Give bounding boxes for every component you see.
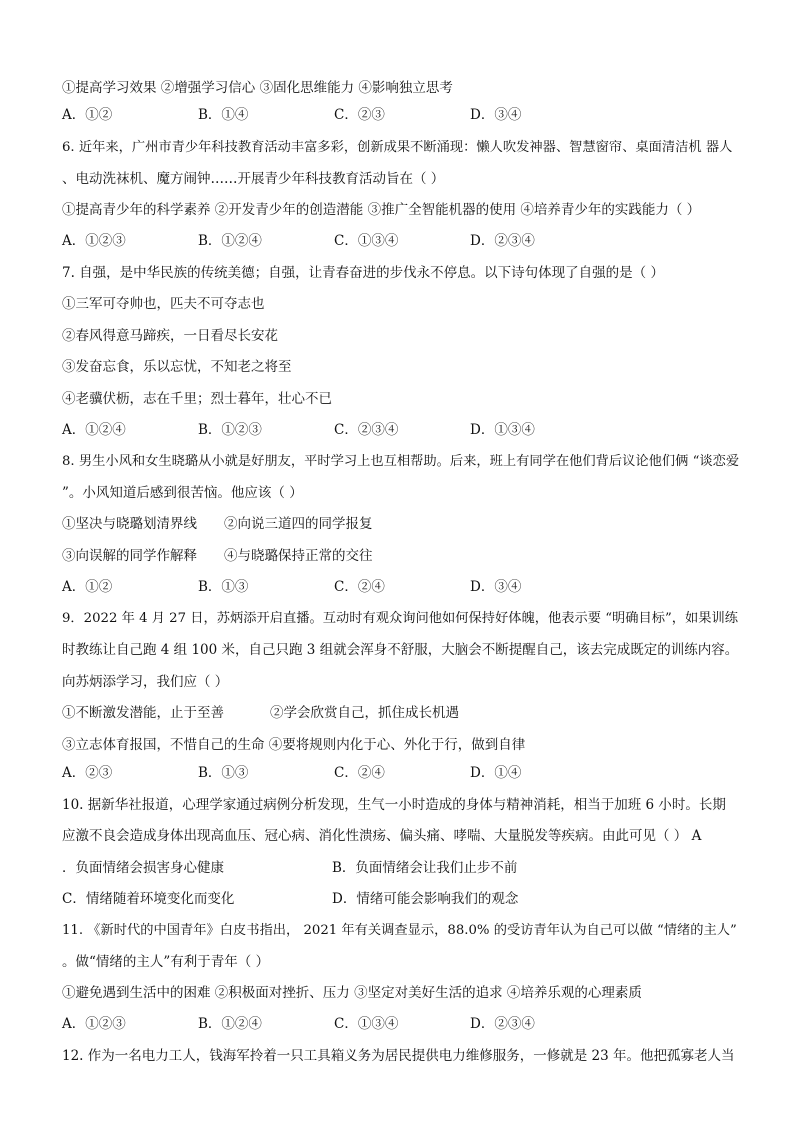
q9-stem-line2: 时教练让自己跑 4 组 100 米，自己只跑 3 组就会浑身不舒服，大脑会不断提醒自己，该去完成既定的训练内容。 <box>62 642 739 658</box>
q9-stem-line1: 9．2022 年 4 月 27 日，苏炳添开启直播。互动时有观众询问他如何保持好体魄，他表示要 “明确目标”，如果训练 <box>62 611 739 626</box>
q10-option-d: D．情绪可能会影响我们的观念 <box>332 891 519 907</box>
q7-option-d: D．①③④ <box>470 422 535 438</box>
q6-options <box>62 231 742 251</box>
q5-statements: ①提高学习效果 ②增强学习信心 ③固化思维能力 ④影响独立思考 <box>62 80 453 96</box>
q11-option-a: A．①②③ <box>62 1016 126 1032</box>
q6-stem-line1: 6. 近年来，广州市青少年科技教育活动丰富多彩，创新成果不断涌现：懒人吹发神器、智慧窗帘、桌面清洁机 器人 <box>62 140 733 155</box>
q10-stem-line2: 应激不良会造成身体出现高血压、冠心病、消化性溃疡、偏头痛、哮喘、大量脱发等疾病。由此可见（ ） A <box>62 828 702 844</box>
q10-option-c: C．情绪随着环境变化而变化 <box>62 891 235 907</box>
q8-option-d: D．③④ <box>470 579 522 595</box>
q11-option-b: B．①②④ <box>198 1016 262 1032</box>
q7-options <box>62 420 742 440</box>
q8-statement-4: ④与晓璐保持正常的交往 <box>224 548 373 564</box>
q10-option-a: ．负面情绪会损害身心健康 <box>62 860 224 876</box>
q6-option-b: B．①②④ <box>198 233 262 249</box>
q6-statements: ①提高青少年的科学素养 ②开发青少年的创造潜能 ③推广全智能机器的使用 ④培养青少年的实践能力（ ） <box>62 202 701 218</box>
q8-option-b: B．①③ <box>198 579 249 595</box>
q11-stem-line1: 11. 《新时代的中国青年》白皮书指出， 2021 年有关调查显示，88.0% 的受访青年认为自己可以做 “情绪的主人” <box>62 923 737 938</box>
q9-option-c: C．②④ <box>334 765 385 781</box>
q8-statement-3: ③向误解的同学作解释 <box>62 548 197 564</box>
q6-option-a: A．①②③ <box>62 233 126 249</box>
q8-statement-1: ①坚决与晓璐划清界线 <box>62 516 197 532</box>
q11-option-d: D．②③④ <box>470 1016 535 1032</box>
q9-statement-3-4: ③立志体育报国，不惜自己的生命 ④要将规则内化于心、外化于行，做到自律 <box>62 737 526 753</box>
q5-option-c: C．②③ <box>334 107 385 123</box>
q11-stem-line2: 。做“情绪的主人”有利于青年（ ） <box>62 954 270 970</box>
q9-options <box>62 763 742 783</box>
q7-option-b: B．①②③ <box>198 422 262 438</box>
q6-option-d: D．②③④ <box>470 233 535 249</box>
q10-option-b: B．负面情绪会让我们止步不前 <box>332 860 518 876</box>
q11-statements: ①避免遇到生活中的困难 ②积极面对挫折、压力 ③坚定对美好生活的追求 ④培养乐观的心理素质 <box>62 985 642 1001</box>
q8-stem-line2: ”。小风知道后感到很苦恼。他应该（ ） <box>62 485 303 501</box>
q12-stem-line1: 12. 作为一名电力工人，钱海军拎着一只工具箱义务为居民提供电力维修服务，一修就是 23 年。他把孤寡老人当 <box>62 1048 735 1064</box>
q5-options <box>62 105 742 125</box>
q7-statement-3: ③发奋忘食，乐以忘忧，不知老之将至 <box>62 359 292 375</box>
q6-option-c: C．①③④ <box>334 233 399 249</box>
q5-option-d: D．③④ <box>470 107 522 123</box>
q6-stem-line2: 、电动洗袜机、魔方闹钟……开展青少年科技教育活动旨在（ ） <box>62 171 445 187</box>
q9-statement-1: ①不断激发潜能，止于至善 <box>62 705 224 721</box>
q7-stem: 7. 自强，是中华民族的传统美德；自强，让青春奋进的步伐永不停息。以下诗句体现了自强的是（ ） <box>62 265 664 281</box>
q8-option-a: A．①② <box>62 579 113 595</box>
q11-option-c: C．①③④ <box>334 1016 399 1032</box>
q11-options <box>62 1014 742 1034</box>
q8-options <box>62 577 742 597</box>
q7-statement-2: ②春风得意马蹄疾，一日看尽长安花 <box>62 328 278 344</box>
q8-stem-line1: 8. 男生小风和女生晓璐从小就是好朋友，平时学习上也互相帮助。后来，班上有同学在他们背后议论他们俩 “谈恋爱 <box>62 454 740 469</box>
q9-option-d: D．①④ <box>470 765 522 781</box>
q7-statement-1: ①三军可夺帅也，匹夫不可夺志也 <box>62 296 265 312</box>
q5-option-a: A．①② <box>62 107 113 123</box>
q7-option-c: C．②③④ <box>334 422 399 438</box>
q7-statement-4: ④老骥伏枥，志在千里；烈士暮年，壮心不已 <box>62 391 332 407</box>
q9-statement-2: ②学会欣赏自己，抓住成长机遇 <box>270 705 459 721</box>
q9-option-a: A．②③ <box>62 765 113 781</box>
q10-stem-line1: 10. 据新华社报道，心理学家通过病例分析发现，生气一小时造成的身体与精神消耗，相当于加班 6 小时。长期 <box>62 797 726 813</box>
q9-option-b: B．①③ <box>198 765 249 781</box>
q8-option-c: C．②④ <box>334 579 385 595</box>
q7-option-a: A．①②④ <box>62 422 126 438</box>
q5-option-b: B．①④ <box>198 107 249 123</box>
q9-stem-line3: 向苏炳添学习，我们应（ ） <box>62 674 229 690</box>
q8-statement-2: ②向说三道四的同学报复 <box>224 516 373 532</box>
